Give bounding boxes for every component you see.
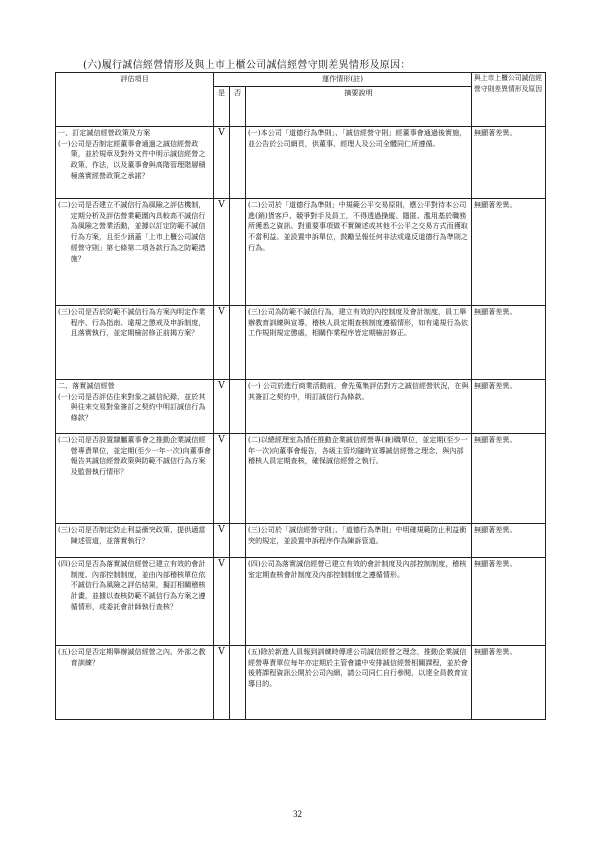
integrity-table	[55, 72, 546, 720]
table-row	[56, 126, 546, 198]
diff-cell: 無顯著差異。	[472, 645, 546, 719]
header-summary: 摘要說明	[246, 86, 472, 126]
section-title: (六)履行誠信經營情形及與上市上櫃公司誠信經營守則差異情形及原因：	[83, 60, 411, 71]
header-diff: 與上市上櫃公司誠信經營守則差異情形及原因	[472, 73, 546, 127]
eval-item-cell	[56, 557, 214, 645]
diff-cell: 無顯著差異。	[472, 379, 546, 433]
eval-item-text: 公司是否設置隸屬董事會之推動企業誠信經營專責單位，並定期(至少一年一次)向董事會報告其誠信經營政策與防範不誠信行為方案及監督執行情形？	[70, 434, 211, 477]
yes-mark: V	[214, 198, 230, 305]
yes-mark: V	[214, 645, 230, 719]
yes-mark: V	[214, 305, 230, 379]
yes-mark: V	[214, 126, 230, 198]
no-mark	[230, 126, 246, 198]
eval-item-text: 公司是否建立不誠信行為風險之評估機制，定期分析及評估營業範圍內具較高不誠信行為風險之營業活動，並據以訂定防範不誠信行為方案，且至少涵蓋「上市上櫃公司誠信經營守則」第七條第二項各款行為之防範措施？	[70, 199, 206, 263]
header-status: 運作情形(註)	[214, 73, 472, 87]
header-no: 否	[230, 86, 246, 126]
table-row	[56, 198, 546, 305]
summary-cell: (二)以總經理室為揹任推動企業誠信經營專(兼)職單位，並定期(至少一年一次)向董事會報告，各級主管均隨時宣導誠信經營之理念，與內部稽核人員定期查核，確保誠信經營之執行。	[246, 433, 472, 523]
table-row	[56, 523, 546, 557]
summary-cell: (二)公司於「道德行為準則」中規範公平交易原則，應公平對待本公司進(銷)貨客戶、競爭對手及員工，不得透過操縱、隱匿、濫用基於職務所獲悉之資訊、對重要事項做不實陳述或其他不公平之交易方式而獲取不當利益。並設置申訴單位，鼓勵呈報任何非法或違反道德行為準則之行為。	[246, 198, 472, 305]
yes-mark: V	[214, 433, 230, 523]
no-mark	[230, 198, 246, 305]
summary-cell: (三)公司為防範不誠信行為，建立有效的內控制度及會計制度，員工舉辦教育訓練與宣導，稽核人員定期查核制度遵循情形，如有違規行為依工作規則規定懲處，相關作業程序皆定期檢討修正。	[246, 305, 472, 379]
table-row	[56, 305, 546, 379]
page-number: 32	[293, 809, 302, 819]
eval-item-cell	[56, 126, 214, 198]
eval-item-cell	[56, 379, 214, 433]
header-eval-item: 評估項目	[56, 73, 214, 127]
item-number: (三)	[58, 524, 71, 534]
yes-mark: V	[214, 557, 230, 645]
no-mark	[230, 557, 246, 645]
eval-item-text: 公司是否制定防止利益衝突政策、提供適當陳述管道，並落實執行？	[70, 524, 206, 545]
no-mark	[230, 305, 246, 379]
eval-item-text: 公司是否定期舉辦誠信經營之內、外部之教育訓練？	[70, 646, 206, 667]
eval-item-cell	[56, 198, 214, 305]
no-mark	[230, 379, 246, 433]
eval-item-text: 公司是否評估往來對象之誠信紀錄，並於其與往來交易對象簽訂之契約中明訂誠信行為條款？	[70, 391, 206, 423]
eval-item-cell	[56, 305, 214, 379]
diff-cell: 無顯著差異。	[472, 305, 546, 379]
item-number: (二)	[58, 434, 71, 444]
item-number: (一)	[58, 138, 71, 148]
table-row	[56, 645, 546, 719]
eval-item-text: 公司是否為落實誠信經營已建立有效的會計制度、內部控制制度，並由內部稽核單位依不誠信行為風險之評估結果，擬訂相關稽核計畫，並據以查核防範不誠信行為方案之遵循情形，或委託會計師執行查核？	[70, 558, 206, 611]
summary-cell: (三)公司於「誠信經營守則」、「道德行為準則」中明確規範防止利益衝突的規定，並設置申訴程序作為陳訴管道。	[246, 523, 472, 557]
yes-mark: V	[214, 523, 230, 557]
header-yes: 是	[214, 86, 230, 126]
diff-cell: 無顯著差異。	[472, 557, 546, 645]
item-number: (二)	[58, 199, 71, 209]
yes-mark: V	[214, 379, 230, 433]
summary-cell: (五)除於新進人員報到訓練時傳達公司誠信經營之理念，推動企業誠信經營專責單位每年亦定期於主管會議中安排誠信經營相關課程，並於會後將課程資訊公開於公司內網，請公司同仁自行參閱，以達全員教育宣導目的。	[246, 645, 472, 719]
item-number: (四)	[58, 558, 71, 568]
diff-cell: 無顯著差異。	[472, 198, 546, 305]
no-mark	[230, 433, 246, 523]
summary-cell: (一) 公司於進行商業活動前，會先蒐集評估對方之誠信經營狀況，在與其簽訂之契約中，明訂誠信行為條款。	[246, 379, 472, 433]
eval-item-text: 公司是否於防範不誠信行為方案內明定作業程序、行為指南、違規之懲戒及申訴制度，且落實執行，並定期檢討修正前揭方案？	[70, 306, 206, 338]
eval-item-text: 公司是否制定經董事會通過之誠信經營政策，並於規章及對外文件中明示誠信經營之政策、作法，以及董事會與高階管理階層積極落實經營政策之承諾？	[70, 138, 206, 180]
diff-cell: 無顯著差異。	[472, 126, 546, 198]
eval-item-cell	[56, 433, 214, 523]
diff-cell: 無顯著差異。	[472, 433, 546, 523]
summary-cell: (四)公司為落實誠信經營已建立有效的會計制度及內部控制制度，稽核室定期查核會計制度及內部控制制度之遵循情形。	[246, 557, 472, 645]
table-row	[56, 557, 546, 645]
section-heading: 一、訂定誠信經營政策及方案	[58, 127, 151, 137]
no-mark	[230, 645, 246, 719]
eval-item-cell	[56, 523, 214, 557]
item-number: (五)	[58, 646, 71, 656]
summary-cell: (一)本公司「道德行為準則」、「誠信經營守則」經董事會通過後實施，並公告於公司網頁，供董事、經理人及公司全體同仁所遵循。	[246, 126, 472, 198]
section-heading: 二、落實誠信經營	[58, 380, 115, 390]
no-mark	[230, 523, 246, 557]
eval-item-cell	[56, 645, 214, 719]
diff-cell: 無顯著差異。	[472, 523, 546, 557]
item-number: (一)	[58, 391, 71, 401]
table-row	[56, 379, 546, 433]
item-number: (三)	[58, 306, 71, 316]
table-row	[56, 433, 546, 523]
table-body	[56, 126, 546, 719]
